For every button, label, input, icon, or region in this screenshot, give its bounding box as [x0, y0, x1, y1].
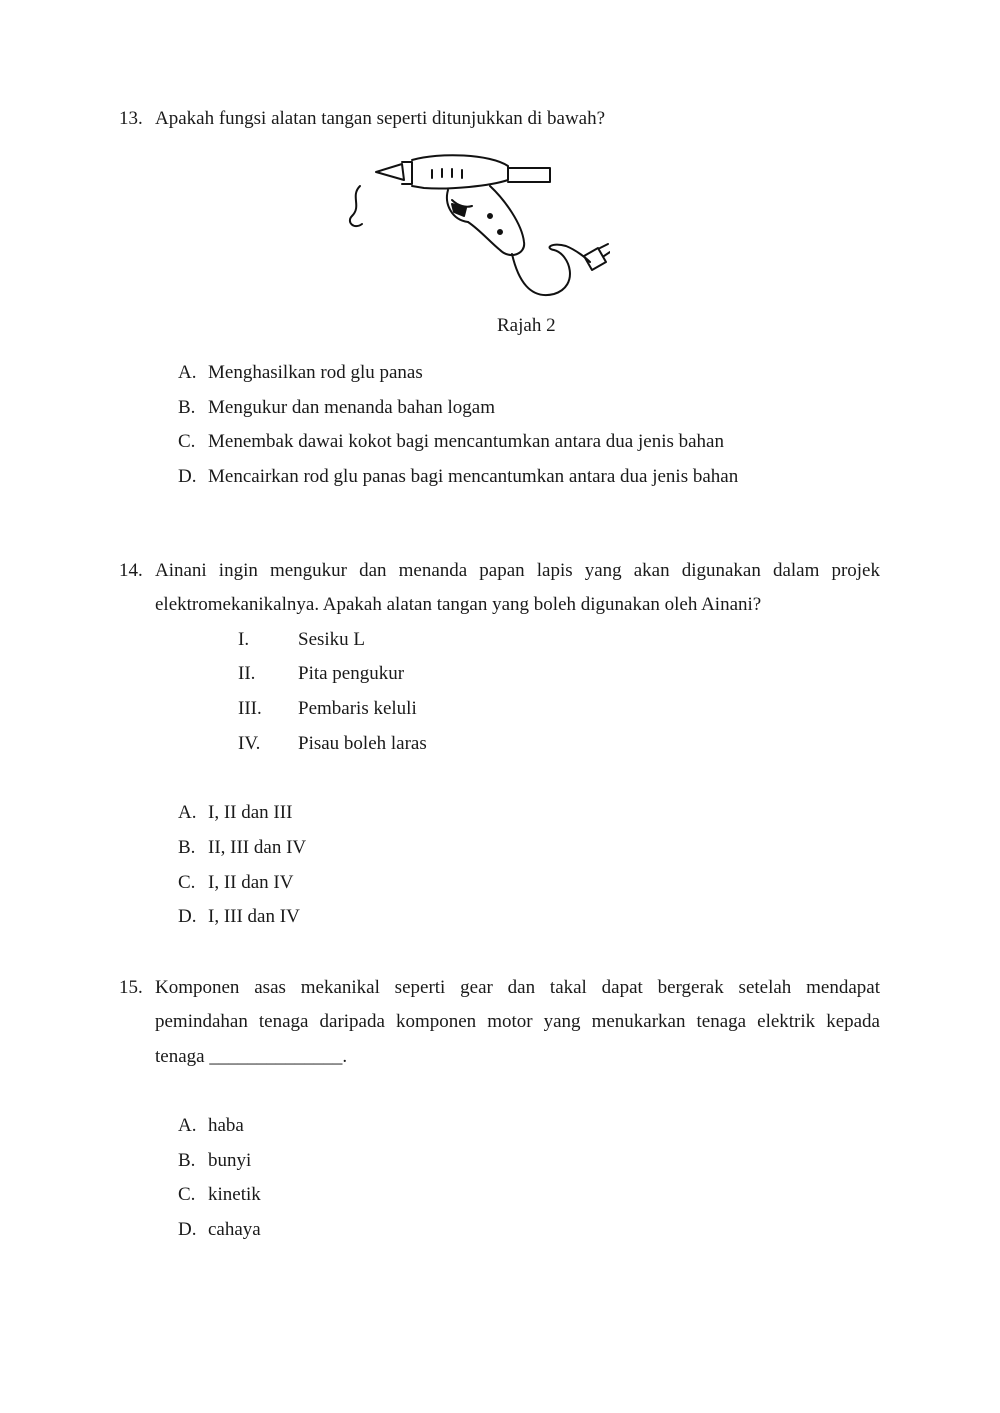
q15-question-line-2: pemindahan tenaga daripada komponen motor yang menukarkan tenaga elektrik kepada	[155, 1011, 880, 1032]
q15-option-c-letter: C.	[178, 1184, 196, 1205]
q14-question-line-2: elektromekanikalnya. Apakah alatan tangan yang boleh digunakan oleh Ainani?	[155, 594, 762, 615]
q14-option-c-text: I, II dan IV	[208, 872, 294, 893]
q15-question-line-1: Komponen asas mekanikal seperti gear dan takal dapat bergerak setelah mendapat	[155, 977, 880, 998]
q14-item-1-text: Sesiku L	[298, 629, 366, 650]
q15-question-line-3: tenaga ______________.	[155, 1046, 348, 1067]
q15-option-a-letter: A.	[178, 1115, 197, 1136]
q15-option-b-letter: B.	[178, 1150, 196, 1171]
q14-number: 14.	[119, 560, 143, 581]
q14-option-a-letter: A.	[178, 802, 197, 823]
figure-caption: Rajah 2	[497, 315, 556, 336]
q14-option-a-text: I, II dan III	[208, 802, 293, 823]
q14-item-2-text: Pita pengukur	[298, 663, 405, 684]
q13-number: 13.	[119, 108, 143, 129]
q13-option-b-text: Mengukur dan menanda bahan logam	[208, 397, 496, 418]
q13-option-c-text: Menembak dawai kokot bagi mencantumkan antara dua jenis bahan	[208, 431, 724, 452]
q14-option-b-text: II, III dan IV	[208, 837, 307, 858]
q14-item-3-numeral: III.	[238, 698, 262, 719]
q14-item-2-numeral: II.	[238, 663, 256, 684]
q13-option-d-text: Mencairkan rod glu panas bagi mencantumkan antara dua jenis bahan	[208, 466, 739, 487]
q14-item-4-text: Pisau boleh laras	[298, 733, 427, 754]
q14-item-1-numeral: I.	[238, 629, 250, 650]
q15-option-d-text: cahaya	[208, 1219, 261, 1240]
q13-option-d-letter: D.	[178, 466, 197, 487]
q14-option-b-letter: B.	[178, 837, 196, 858]
q15-option-d-letter: D.	[178, 1219, 197, 1240]
q13-question-text: Apakah fungsi alatan tangan seperti ditunjukkan di bawah?	[155, 108, 606, 129]
glue-gun-illustration	[340, 150, 610, 310]
q14-option-d-letter: D.	[178, 906, 197, 927]
q14-question-line-1: Ainani ingin mengukur dan menanda papan lapis yang akan digunakan dalam projek	[155, 560, 880, 581]
q13-option-a-letter: A.	[178, 362, 197, 383]
q14-item-4-numeral: IV.	[238, 733, 261, 754]
q14-item-3-text: Pembaris keluli	[298, 698, 417, 719]
q15-option-a-text: haba	[208, 1115, 244, 1136]
q13-option-b-letter: B.	[178, 397, 196, 418]
q15-option-b-text: bunyi	[208, 1150, 252, 1171]
q15-number: 15.	[119, 977, 143, 998]
q14-option-d-text: I, III dan IV	[208, 906, 300, 927]
q14-option-c-letter: C.	[178, 872, 196, 893]
q13-option-c-letter: C.	[178, 431, 196, 452]
q15-option-c-text: kinetik	[208, 1184, 261, 1205]
q13-option-a-text: Menghasilkan rod glu panas	[208, 362, 423, 383]
